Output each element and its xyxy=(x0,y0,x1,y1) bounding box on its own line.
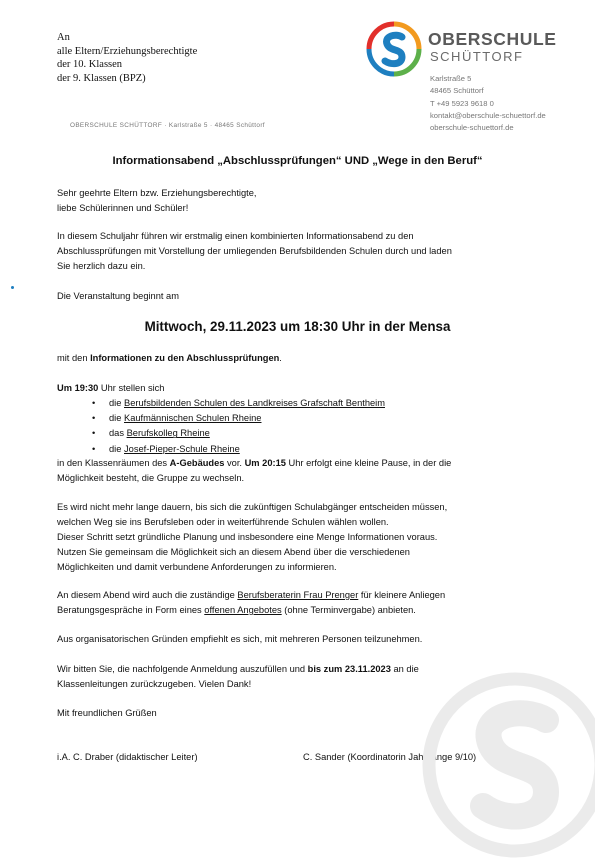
contact-city: 48465 Schüttorf xyxy=(430,86,484,96)
request-line xyxy=(57,662,419,677)
contact-web: oberschule-schuettorf.de xyxy=(430,123,514,133)
advisor2-offer: offenen Angebotes xyxy=(204,605,282,615)
rooms-b: A-Gebäudes xyxy=(169,458,225,468)
school-article: die xyxy=(109,398,124,408)
advisor2-c: (ohne Terminvergabe) anbieten. xyxy=(281,605,416,615)
rooms-a: in den Klassenräumen des xyxy=(57,458,170,468)
paragraph-line: Dieser Schritt setzt gründliche Planung und insbesondere eine Menge Informationen voraus. xyxy=(57,532,438,542)
advisor-line xyxy=(57,588,445,603)
advisor-line2 xyxy=(57,603,416,618)
recipient-address xyxy=(57,31,197,85)
contact-street: Karlstraße 5 xyxy=(430,74,472,83)
list-item xyxy=(92,442,385,457)
contact-email: kontakt@oberschule-schuettorf.de xyxy=(430,110,546,120)
advisor-a: An diesem Abend wird auch die zuständige xyxy=(57,590,238,600)
intro-line: In diesem Schuljahr führen wir erstmalig einen kombinierten Informationsabend zu den xyxy=(57,231,414,241)
advisor2-a: Beratungsgespräche in Form eines xyxy=(57,605,205,615)
greeting-line: liebe Schülerinnen und Schüler! xyxy=(57,203,189,213)
rooms-line xyxy=(57,456,451,471)
school-logo xyxy=(366,21,422,77)
rooms-e: Uhr erfolgt eine kleine Pause, in der die xyxy=(285,458,452,468)
rooms-c: vor. xyxy=(224,458,245,468)
list-item xyxy=(92,426,385,441)
time-rest: Uhr stellen sich xyxy=(98,383,165,393)
event-begins: Die Veranstaltung beginnt am xyxy=(57,291,179,301)
recipient-line: der 10. Klassen xyxy=(57,59,123,71)
paragraph-line: Nutzen Sie gemeinsam die Möglichkeit sich an diesem Abend über die verschiedenen xyxy=(57,547,410,557)
advisor-c: für kleinere Anliegen xyxy=(358,590,446,600)
request-a: Wir bitten Sie, die nachfolgende Anmeldung auszufüllen und xyxy=(57,664,308,674)
school-list xyxy=(92,396,385,457)
contact-phone: T +49 5923 9618 0 xyxy=(430,98,494,108)
school-article: die xyxy=(109,413,124,424)
time-line xyxy=(57,381,164,396)
school-link: Berufsbildenden Schulen des Landkreises Grafschaft Bentheim xyxy=(124,398,385,408)
letter-title: Informationsabend „Abschlussprüfungen“ UND „Wege in den Beruf“ xyxy=(112,155,483,167)
school-subtitle: SCHÜTTORF xyxy=(430,49,524,64)
list-item xyxy=(92,411,385,426)
rooms-line2: Möglichkeit besteht, die Gruppe zu wechseln. xyxy=(57,473,245,483)
request-line2: Klassenleitungen zurückzugeben. Vielen Dank! xyxy=(57,679,252,689)
signature-draber: i.A. C. Draber (didaktischer Leiter) xyxy=(57,752,198,762)
school-link: Berufskolleg Rheine xyxy=(126,428,210,439)
intro-line: Abschlussprüfungen mit Vorstellung der umliegenden Berufsbildenden Schulen durch und laden xyxy=(57,246,452,256)
advisor-name: Berufsberaterin Frau Prenger xyxy=(237,590,359,600)
paragraph-line: Es wird nicht mehr lange dauern, bis sich die zukünftigen Schulabgänger entscheiden müssen, xyxy=(57,502,448,512)
info-bold: Informationen zu den Abschlussprüfungen xyxy=(90,353,280,363)
school-link: Josef-Pieper-Schule Rheine xyxy=(124,443,240,454)
paragraph-line: Möglichkeiten und damit verbundene Anforderungen zu informieren. xyxy=(57,562,337,572)
info-pre: mit den xyxy=(57,353,91,363)
greeting-line: Sehr geehrte Eltern bzw. Erziehungsberechtigte, xyxy=(57,188,257,198)
list-item xyxy=(92,396,385,411)
school-article: die xyxy=(109,443,124,454)
info-line xyxy=(57,351,282,366)
signature-sander: C. Sander (Koordinatorin Jahrgänge 9/10) xyxy=(303,752,477,762)
recipient-line: alle Eltern/Erziehungsberechtigte xyxy=(57,45,198,57)
watermark-logo xyxy=(418,668,595,863)
rooms-d: Um 20:15 xyxy=(244,458,286,468)
paragraph-line: welchen Weg sie ins Berufsleben oder in weiterführende Schulen wählen wollen. xyxy=(57,517,389,527)
time-bold: Um 19:30 xyxy=(57,383,99,393)
school-name: OBERSCHULE xyxy=(428,29,557,49)
recipient-line: An xyxy=(57,32,70,43)
request-c: an die xyxy=(390,664,419,674)
recipient-line: der 9. Klassen (BPZ) xyxy=(57,72,146,84)
school-contact xyxy=(430,73,546,134)
school-article: das xyxy=(109,428,127,439)
request-deadline: bis zum 23.11.2023 xyxy=(307,664,391,674)
sender-line: OBERSCHULE SCHÜTTORF · Karlstraße 5 · 48465 Schüttorf xyxy=(70,122,265,129)
blue-dot xyxy=(11,286,14,289)
event-date: Mittwoch, 29.11.2023 um 18:30 Uhr in der Mensa xyxy=(144,319,451,334)
organisation-line: Aus organisatorischen Gründen empfiehlt es sich, mit mehreren Personen teilzunehmen. xyxy=(57,634,423,644)
intro-line: Sie herzlich dazu ein. xyxy=(57,261,146,271)
school-link: Kaufmännischen Schulen Rheine xyxy=(124,413,262,424)
info-post: . xyxy=(279,353,282,363)
closing: Mit freundlichen Grüßen xyxy=(57,708,157,718)
